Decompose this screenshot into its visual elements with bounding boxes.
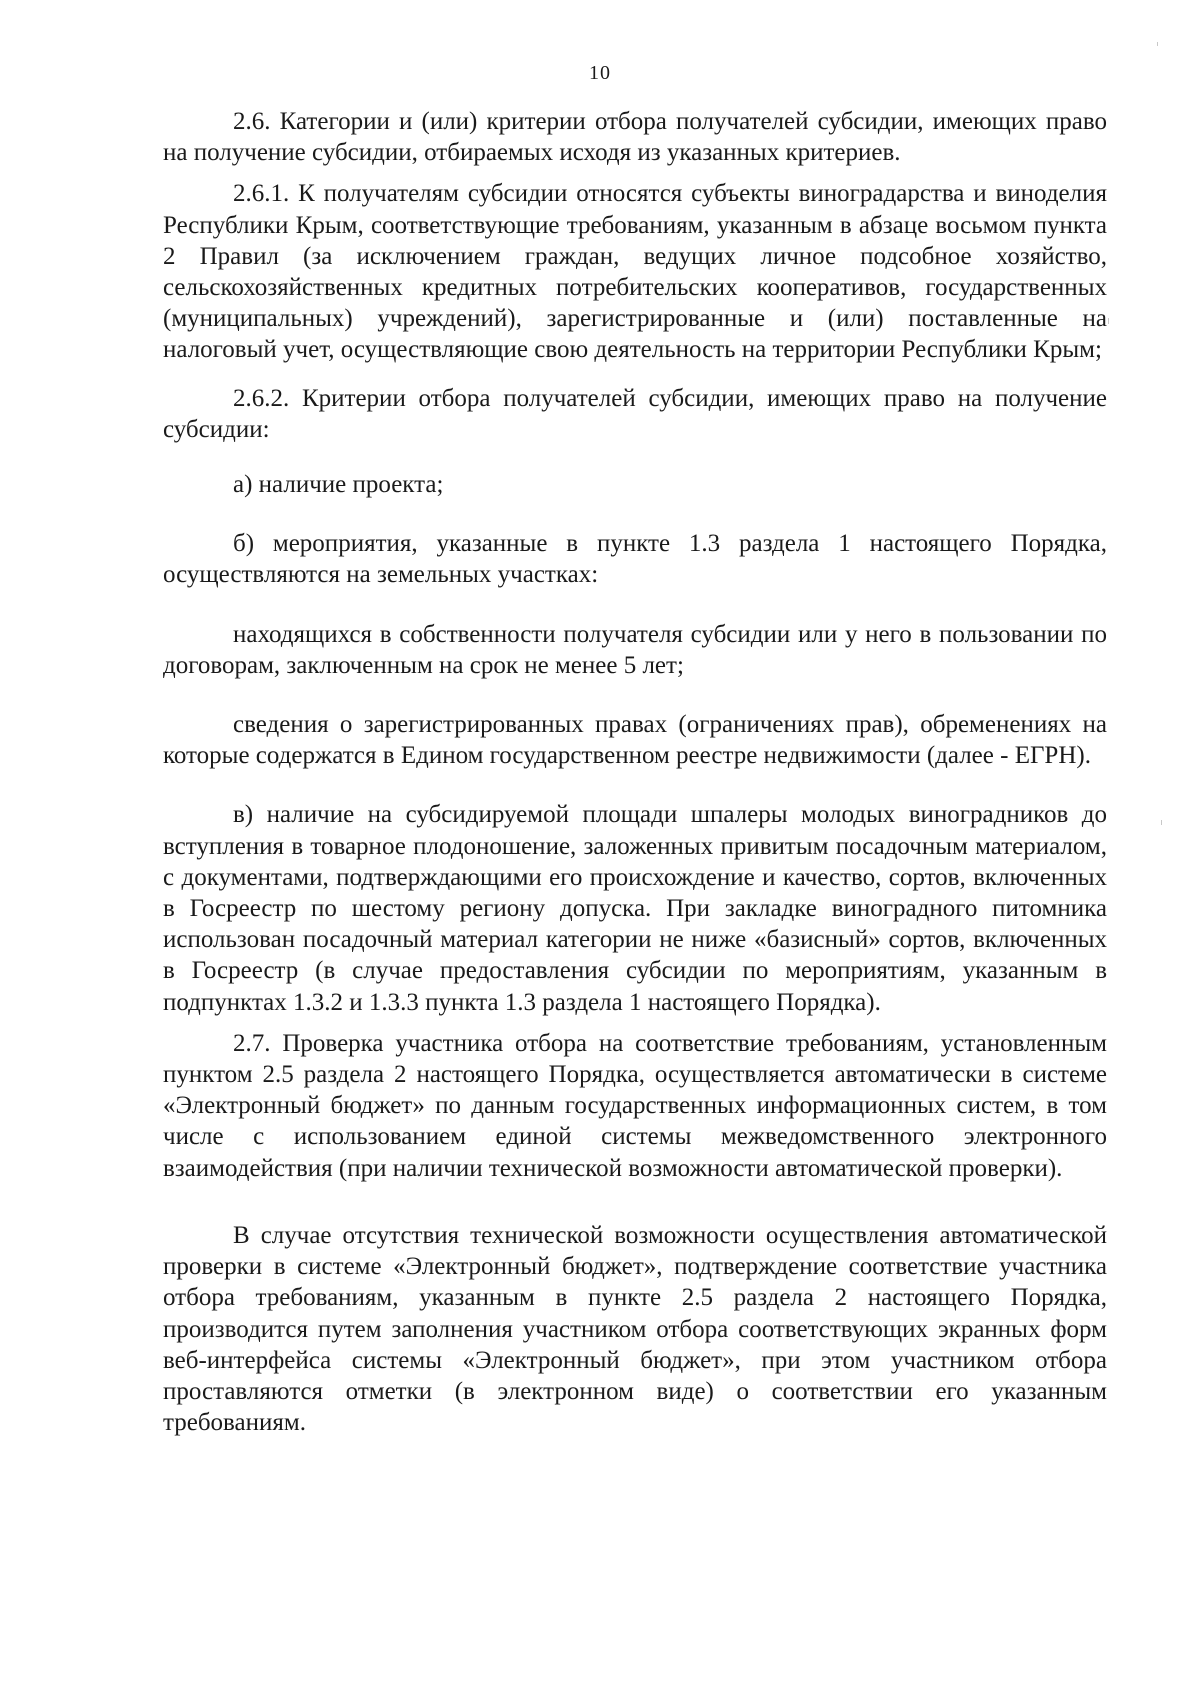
document-body [163, 106, 1107, 1438]
paragraph-criterion-c: в) наличие на субсидируемой площади шпалеры молодых виноградников до вступления в товарное плодоношение, заложенных привитым посадочным материалом, с документами, подтверждающими его происхождение и качество, сортов, включенных в Госреестр по шестому региону допуска. При закладке виноградного питомника использован посадочный материал категории не ниже «базисный» сортов, включенных в Госреестр (в случае предоставления субсидии по мероприятиям, указанным в подпунктах 1.3.2 и 1.3.3 пункта 1.3 раздела 1 настоящего Порядка). [163, 801, 1107, 1016]
page-number: 10 [589, 62, 611, 84]
paragraph-no-automatic-check: В случае отсутствия технической возможности осуществления автоматической проверки в системе «Электронный бюджет», подтверждение соответствие участника отбора требованиям, указанным в пункте 2.5 раздела 2 настоящего Порядка, производится путем заполнения участником отбора соответствующих экранных форм веб-интерфейса системы «Электронный бюджет», при этом участником отбора проставляются отметки (в электронном виде) о соответствии его указанным требованиям. [163, 1221, 1107, 1437]
paragraph-egrn-info: сведения о зарегистрированных правах (ограничениях прав), обременениях на которые содержатся в Едином государственном реестре недвижимости (далее - ЕГРН). [163, 711, 1107, 770]
paragraph-criterion-b: б) мероприятия, указанные в пункте 1.3 раздела 1 настоящего Порядка, осуществляются на земельных участках: [163, 530, 1107, 589]
scan-mark [1161, 820, 1162, 825]
paragraph-2-6-2: 2.6.2. Критерии отбора получателей субсидии, имеющих право на получение субсидии: [163, 384, 1107, 443]
paragraph-criterion-a: а) наличие проекта; [233, 471, 444, 499]
paragraph-2-6: 2.6. Категории и (или) критерии отбора получателей субсидии, имеющих право на получение субсидии, отбираемых исходя из указанных критериев. [163, 108, 1107, 167]
scan-mark [1108, 318, 1109, 324]
paragraph-land-ownership: находящихся в собственности получателя субсидии или у него в пользовании по договорам, заключенным на срок не менее 5 лет; [163, 620, 1107, 679]
paragraph-2-6-1: 2.6.1. К получателям субсидии относятся субъекты виноградарства и виноделия Республики Крым, соответствующие требованиям, указанным в абзаце восьмом пункта 2 Правил (за исключением граждан, ведущих личное подсобное хозяйство, сельскохозяйственных кредитных потребительских кооперативов, государственных (муниципальных) учреждений), зарегистрированные и (или) поставленные на налоговый учет, осуществляющие свою деятельность на территории Республики Крым; [163, 180, 1107, 364]
scan-mark [1157, 42, 1158, 46]
paragraph-2-7: 2.7. Проверка участника отбора на соответствие требованиям, установленным пунктом 2.5 раздела 2 настоящего Порядка, осуществляется автоматически в системе «Электронный бюджет» по данным государственных информационных систем, в том числе с использованием единой системы межведомственного электронного взаимодействия (при наличии технической возможности автоматической проверки). [163, 1029, 1107, 1182]
